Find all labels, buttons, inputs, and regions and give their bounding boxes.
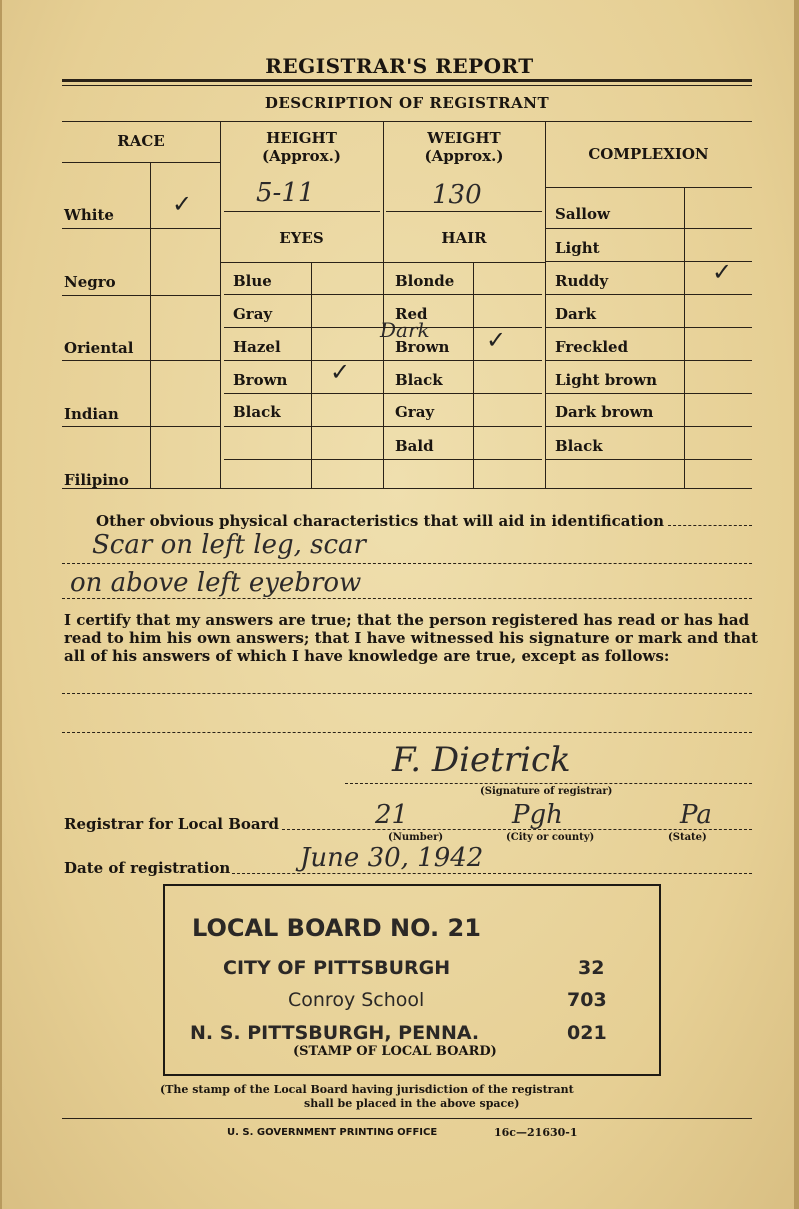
- complexion-ruddy: Ruddy: [555, 272, 609, 290]
- race-white-check-mark: ✓: [172, 190, 193, 218]
- height-value-rule: [224, 211, 380, 212]
- stamp-line-2: CITY OF PITTSBURGH: [223, 957, 451, 979]
- stamp-line-3-number: 703: [567, 989, 607, 1011]
- complexion-row-rule: [545, 426, 752, 427]
- footer-note-2: shall be placed in the above space): [304, 1097, 520, 1110]
- hair-red: Red: [395, 305, 428, 323]
- height-label: HEIGHT: [266, 129, 337, 147]
- title-rule: [62, 79, 752, 82]
- complexion-row-rule: [545, 459, 752, 460]
- race-row-rule: [62, 360, 220, 361]
- complexion-freckled: Freckled: [555, 338, 629, 356]
- footer-rule: [62, 1118, 752, 1119]
- footer-form-number: 16c—21630-1: [494, 1126, 578, 1139]
- report-title: REGISTRAR'S REPORT: [265, 54, 534, 78]
- local-board-label: Registrar for Local Board: [64, 815, 280, 833]
- race-negro: Negro: [64, 273, 116, 291]
- race-filipino: Filipino: [64, 471, 129, 489]
- eyes-gray: Gray: [233, 305, 273, 323]
- divider-hair-check: [473, 262, 474, 489]
- stamp-line-2-number: 32: [578, 957, 605, 979]
- local-board-number: 21: [375, 800, 409, 830]
- divider-race: [220, 121, 221, 489]
- complexion-ruddy-check-mark: ✓: [712, 258, 733, 286]
- title-rule-2: [62, 85, 752, 86]
- characteristics-label: Other obvious physical characteristics that will aid in identification: [96, 512, 664, 530]
- divider-weight: [545, 121, 546, 489]
- eyes-hair-row-rule: [224, 294, 542, 295]
- eyes-brown-check-mark: ✓: [330, 358, 351, 386]
- footer-printer: U. S. GOVERNMENT PRINTING OFFICE: [227, 1127, 438, 1138]
- eyes-hair-row-rule: [224, 393, 542, 394]
- hair-brown: Brown: [395, 338, 450, 356]
- characteristics-dotted-line: [668, 525, 752, 526]
- race-row-rule: [62, 426, 220, 427]
- date-dotted-line: [232, 873, 752, 874]
- eyes-black: Black: [233, 403, 281, 421]
- eyes-header: EYES: [279, 229, 324, 247]
- local-board-city: Pgh: [512, 800, 563, 830]
- hair-bald: Bald: [395, 437, 434, 455]
- complexion-row-rule: [545, 360, 752, 361]
- local-board-state: Pa: [680, 800, 712, 830]
- hair-brown-check-mark: ✓: [486, 326, 507, 354]
- complexion-header: COMPLEXION: [588, 145, 709, 163]
- stamp-line-3: Conroy School: [288, 989, 425, 1011]
- table-top-rule: [62, 121, 752, 122]
- stamp-line-4: N. S. PITTSBURGH, PENNA.: [190, 1022, 480, 1044]
- local-board-city-caption: (City or county): [506, 832, 595, 843]
- signature-dotted-line: [345, 783, 752, 784]
- complexion-dark: Dark: [555, 305, 597, 323]
- characteristics-line-2: on above left eyebrow: [70, 568, 362, 598]
- signature-caption: (Signature of registrar): [480, 786, 613, 797]
- race-row-rule: [62, 228, 220, 229]
- complexion-light: Light: [555, 239, 600, 257]
- complexion-header-rule: [545, 187, 752, 188]
- race-header-rule: [62, 162, 220, 163]
- eyes-hair-row-rule: [224, 426, 542, 427]
- stamp-line-1: LOCAL BOARD NO. 21: [192, 914, 481, 942]
- eyes-hair-row-rule: [224, 360, 542, 361]
- local-board-number-caption: (Number): [388, 832, 444, 843]
- footer-note-1: (The stamp of the Local Board having jurisdiction of the registrant: [160, 1083, 574, 1096]
- exceptions-dotted-line: [62, 693, 752, 694]
- eyes-blue: Blue: [233, 272, 272, 290]
- weight-value-rule: [386, 211, 542, 212]
- hair-black: Black: [395, 371, 443, 389]
- complexion-light-brown: Light brown: [555, 371, 658, 389]
- weight-value: 130: [432, 180, 482, 210]
- complexion-dark-brown: Dark brown: [555, 403, 654, 421]
- divider-race-check: [150, 162, 151, 489]
- weight-header: [383, 129, 545, 165]
- table-bottom-rule: [62, 488, 752, 489]
- complexion-sallow: Sallow: [555, 205, 610, 223]
- height-value: 5-11: [256, 178, 315, 208]
- characteristics-line-1: Scar on left leg, scar: [92, 530, 366, 560]
- eyes-hazel: Hazel: [233, 338, 281, 356]
- certify-line-3: all of his answers of which I have knowledge are true, except as follows:: [64, 647, 670, 665]
- race-oriental: Oriental: [64, 339, 134, 357]
- hair-blonde: Blonde: [395, 272, 455, 290]
- eyes-hair-row-rule: [224, 327, 542, 328]
- race-row-rule: [62, 295, 220, 296]
- divider-eyes-check: [311, 262, 312, 489]
- eyes-brown: Brown: [233, 371, 288, 389]
- eyes-hair-row-rule: [224, 459, 542, 460]
- height-header: [220, 129, 383, 165]
- certify-line-2: read to him his own answers; that I have witnessed his signature or mark and that: [64, 629, 758, 647]
- characteristics-dotted-line: [62, 598, 752, 599]
- certify-line-1: I certify that my answers are true; that the person registered has read or has had: [64, 611, 750, 629]
- date-value: June 30, 1942: [300, 843, 484, 873]
- hair-header: HAIR: [441, 229, 487, 247]
- height-approx: (Approx.): [262, 147, 341, 165]
- stamp-caption: (STAMP OF LOCAL BOARD): [293, 1044, 497, 1059]
- complexion-row-rule: [545, 294, 752, 295]
- complexion-row-rule: [545, 327, 752, 328]
- hair-dark-annotation: Dark: [380, 318, 430, 342]
- complexion-row-rule: [545, 393, 752, 394]
- race-header: RACE: [117, 132, 165, 150]
- race-white: White: [64, 206, 114, 224]
- section-title: DESCRIPTION OF REGISTRANT: [264, 94, 550, 112]
- date-label: Date of registration: [64, 859, 231, 877]
- exceptions-dotted-line: [62, 732, 752, 733]
- hair-gray: Gray: [395, 403, 435, 421]
- divider-height: [383, 121, 384, 489]
- race-indian: Indian: [64, 405, 119, 423]
- divider-complexion-check: [684, 187, 685, 489]
- complexion-black: Black: [555, 437, 603, 455]
- weight-label: WEIGHT: [427, 129, 501, 147]
- characteristics-dotted-line: [62, 563, 752, 564]
- local-board-state-caption: (State): [668, 832, 707, 843]
- complexion-row-rule: [545, 228, 752, 229]
- registrar-signature: F. Dietrick: [392, 740, 571, 780]
- stamp-line-4-number: 021: [567, 1022, 607, 1044]
- weight-approx: (Approx.): [424, 147, 504, 165]
- eyes-hair-header-rule: [220, 262, 545, 263]
